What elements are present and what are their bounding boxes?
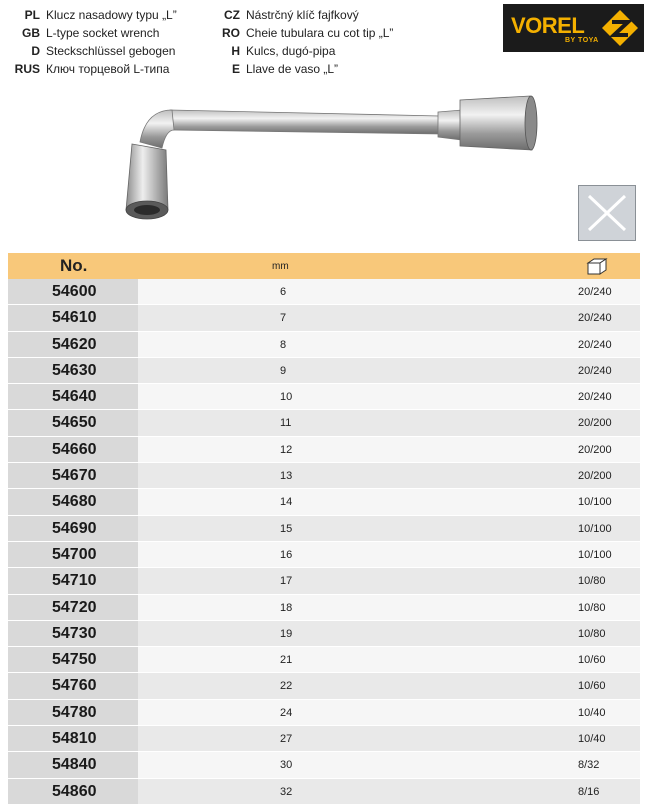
cell-no: 54720 xyxy=(8,595,138,620)
lang-text: L-type socket wrench xyxy=(46,26,160,40)
table-row xyxy=(8,463,640,489)
box-icon xyxy=(586,256,608,276)
lang-code: E xyxy=(231,62,240,76)
header-mm: mm xyxy=(272,261,289,272)
table-row xyxy=(8,700,640,726)
cell-pack: 20/240 xyxy=(578,286,612,298)
cell-mm: 9 xyxy=(280,364,287,377)
cell-pack: 8/16 xyxy=(578,785,600,798)
cell-mm: 21 xyxy=(280,654,293,667)
cell-pack: 10/80 xyxy=(578,575,606,588)
logo-word: VOREL xyxy=(511,13,585,38)
table-row xyxy=(8,726,640,752)
lang-text: Cheie tubulara cu cot tip „L” xyxy=(246,26,394,40)
lang-text: Steckschlüssel gebogen xyxy=(46,44,176,58)
cell-no: 54860 xyxy=(8,779,138,804)
table-row xyxy=(8,279,640,305)
table-row xyxy=(8,595,640,621)
lang-code: PL xyxy=(24,8,40,22)
cell-no: 54730 xyxy=(8,621,138,646)
cell-pack: 20/240 xyxy=(578,364,612,377)
cell-pack: 20/200 xyxy=(578,443,612,456)
table-row xyxy=(8,568,640,594)
close-icon xyxy=(578,185,636,241)
cell-no: 54760 xyxy=(8,673,138,698)
product-table xyxy=(8,253,640,805)
table-row xyxy=(8,437,640,463)
table-row xyxy=(8,489,640,515)
table-row xyxy=(8,621,640,647)
cell-mm: 14 xyxy=(280,496,293,509)
cell-mm: 30 xyxy=(280,759,293,772)
cell-mm: 7 xyxy=(280,312,287,325)
cell-pack: 10/40 xyxy=(578,733,606,746)
cell-pack: 8/32 xyxy=(578,759,600,772)
cell-no: 54600 xyxy=(8,279,138,304)
table-row xyxy=(8,305,640,331)
cell-no: 54780 xyxy=(8,700,138,725)
cell-mm: 12 xyxy=(280,443,293,456)
table-body xyxy=(8,279,640,805)
cell-no: 54640 xyxy=(8,384,138,409)
table-row xyxy=(8,384,640,410)
cell-pack: 10/60 xyxy=(578,654,606,667)
l-socket-wrench-image xyxy=(110,82,550,232)
cell-mm: 17 xyxy=(280,575,293,588)
lang-text: Kulcs, dugó-pipa xyxy=(246,44,336,58)
cell-pack: 20/200 xyxy=(578,417,612,430)
logo-mark-icon xyxy=(600,8,640,48)
cell-pack: 10/100 xyxy=(578,522,612,535)
lang-code: RUS xyxy=(14,62,40,76)
lang-text: Nástrčný klíč fajfkový xyxy=(246,8,359,22)
lang-code: GB xyxy=(22,26,40,40)
lang-text: Ключ торцевой L-типа xyxy=(46,62,170,76)
table-row xyxy=(8,752,640,778)
cell-no: 54810 xyxy=(8,726,138,751)
cell-no: 54660 xyxy=(8,437,138,462)
cell-no: 54650 xyxy=(8,410,138,435)
cell-mm: 27 xyxy=(280,733,293,746)
table-row xyxy=(8,358,640,384)
table-row xyxy=(8,410,640,436)
cell-mm: 13 xyxy=(280,470,293,483)
table-row xyxy=(8,779,640,805)
cell-no: 54690 xyxy=(8,516,138,541)
cell-no: 54700 xyxy=(8,542,138,567)
cell-no: 54680 xyxy=(8,489,138,514)
cell-pack: 20/240 xyxy=(578,312,612,325)
cell-pack: 10/40 xyxy=(578,706,606,719)
logo-subtitle: BY TOYA xyxy=(565,37,599,44)
lang-code: H xyxy=(231,44,240,58)
cell-mm: 32 xyxy=(280,785,293,798)
cell-no: 54630 xyxy=(8,358,138,383)
cell-pack: 10/80 xyxy=(578,601,606,614)
lang-text: Klucz nasadowy typu „L” xyxy=(46,8,177,22)
cell-mm: 19 xyxy=(280,627,293,640)
header-no: No. xyxy=(60,256,88,275)
vorel-logo xyxy=(503,4,644,52)
table-row xyxy=(8,673,640,699)
table-row xyxy=(8,516,640,542)
cell-no: 54710 xyxy=(8,568,138,593)
cell-pack: 20/240 xyxy=(578,338,612,351)
cell-mm: 6 xyxy=(280,286,287,298)
cell-mm: 16 xyxy=(280,548,293,561)
cell-mm: 24 xyxy=(280,706,293,719)
lang-text: Llave de vaso „L” xyxy=(246,62,339,76)
cell-pack: 10/80 xyxy=(578,627,606,640)
cell-no: 54620 xyxy=(8,332,138,357)
cell-pack: 10/60 xyxy=(578,680,606,693)
cell-no: 54840 xyxy=(8,752,138,777)
cell-mm: 15 xyxy=(280,522,293,535)
cell-pack: 20/240 xyxy=(578,391,612,404)
cell-mm: 18 xyxy=(280,601,293,614)
lang-code: RO xyxy=(222,26,240,40)
table-row xyxy=(8,542,640,568)
table-row xyxy=(8,332,640,358)
cell-pack: 20/200 xyxy=(578,470,612,483)
cell-no: 54750 xyxy=(8,647,138,672)
table-row xyxy=(8,647,640,673)
cell-mm: 22 xyxy=(280,680,293,693)
cell-mm: 8 xyxy=(280,338,287,351)
cell-no: 54610 xyxy=(8,305,138,330)
cell-mm: 11 xyxy=(280,417,292,430)
cell-no: 54670 xyxy=(8,463,138,488)
cell-pack: 10/100 xyxy=(578,496,612,509)
table-header xyxy=(8,253,640,279)
lang-code: CZ xyxy=(224,8,240,22)
cell-mm: 10 xyxy=(280,391,293,404)
lang-code: D xyxy=(31,44,40,58)
cell-pack: 10/100 xyxy=(578,548,612,561)
